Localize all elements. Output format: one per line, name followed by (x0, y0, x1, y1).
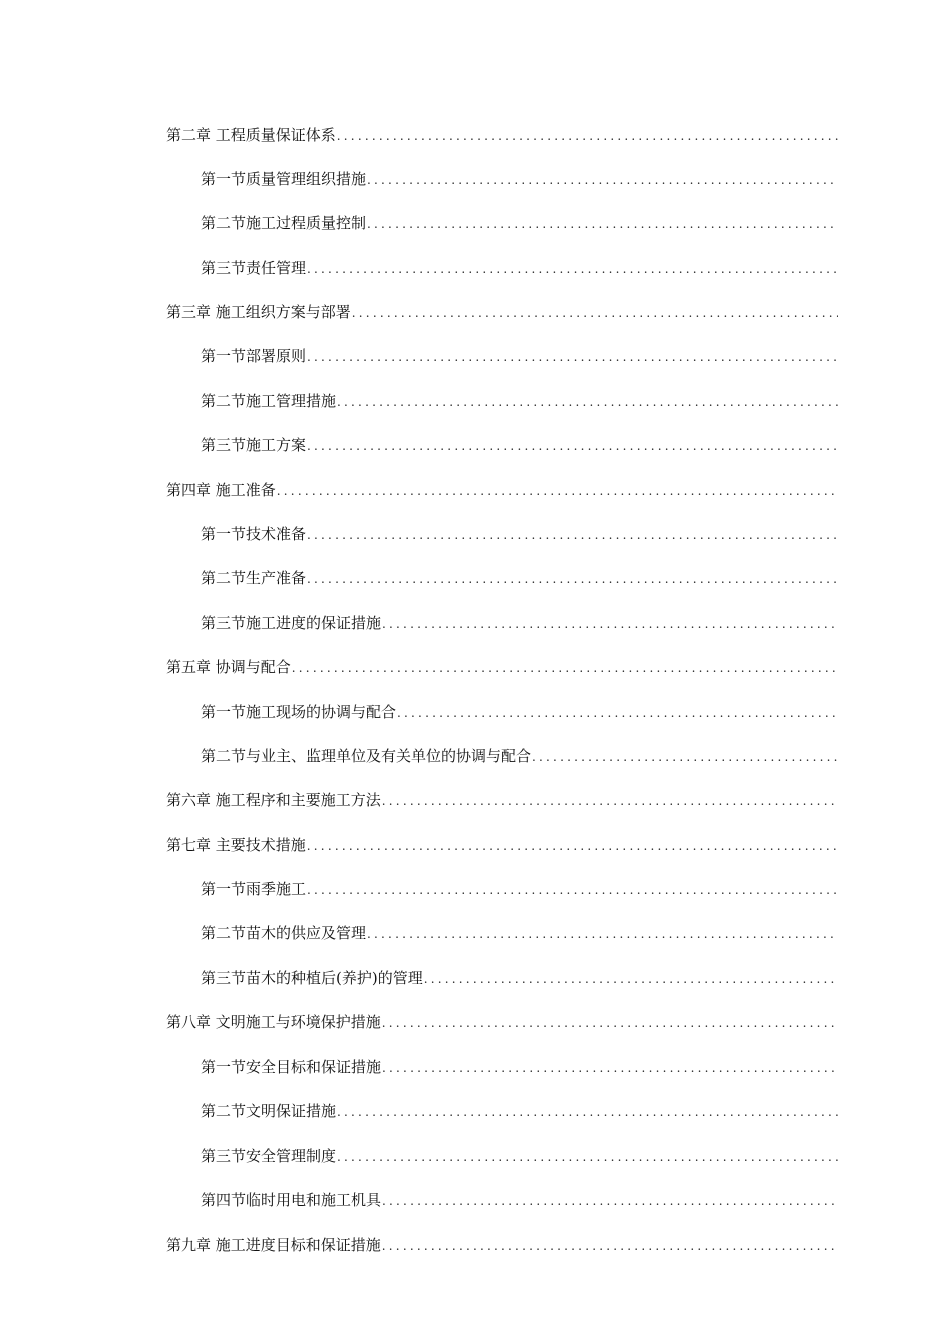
dot-leader (382, 1012, 838, 1033)
toc-section-7-1 (201, 878, 838, 900)
toc-section-4-3 (201, 612, 838, 634)
toc-chapter-5 (166, 656, 838, 678)
dot-leader (337, 125, 838, 146)
toc-entry-text: 第四章 施工准备 (166, 481, 276, 499)
toc-section-7-2 (201, 922, 838, 944)
toc-section-4-1 (201, 523, 838, 545)
toc-chapter-6 (166, 789, 838, 811)
toc-section-5-1 (201, 701, 838, 723)
toc-entry-text: 第四节临时用电和施工机具 (201, 1191, 382, 1209)
toc-chapter-8 (166, 1011, 838, 1033)
dot-leader (337, 391, 838, 412)
dot-leader (397, 702, 838, 723)
toc-section-8-4 (201, 1189, 838, 1211)
toc-entry-text: 第二节文明保证措施 (201, 1102, 337, 1120)
toc-section-8-1 (201, 1056, 838, 1078)
toc-section-3-1 (201, 345, 838, 367)
toc-chapter-9 (166, 1234, 838, 1256)
dot-leader (307, 258, 838, 279)
dot-leader (307, 435, 838, 456)
toc-section-7-3 (201, 967, 838, 989)
dot-leader (382, 1057, 838, 1078)
toc-entry-text: 第三节苗木的种植后(养护)的管理 (201, 969, 423, 987)
toc-section-2-2 (201, 212, 838, 234)
toc-entry-text: 第二节生产准备 (201, 569, 307, 587)
dot-leader (352, 302, 838, 323)
toc-entry-text: 第三节责任管理 (201, 259, 307, 277)
dot-leader (292, 657, 838, 678)
toc-entry-text: 第二节与业主、监理单位及有关单位的协调与配合 (201, 747, 532, 765)
toc-entry-text: 第八章 文明施工与环境保护措施 (166, 1013, 381, 1031)
toc-chapter-2 (166, 124, 838, 146)
dot-leader (382, 1190, 838, 1211)
toc-chapter-7 (166, 834, 838, 856)
dot-leader (382, 613, 838, 634)
toc-entry-text: 第七章 主要技术措施 (166, 836, 306, 854)
toc-section-8-2 (201, 1100, 838, 1122)
toc-entry-text: 第二节苗木的供应及管理 (201, 924, 367, 942)
toc-entry-text: 第六章 施工程序和主要施工方法 (166, 791, 381, 809)
toc-entry-text: 第一节安全目标和保证措施 (201, 1058, 382, 1076)
toc-section-2-3 (201, 257, 838, 279)
dot-leader (424, 968, 838, 989)
toc-entry-text: 第一节施工现场的协调与配合 (201, 703, 397, 721)
toc-entry-text: 第三节安全管理制度 (201, 1147, 337, 1165)
dot-leader (337, 1101, 838, 1122)
toc-entry-text: 第一节部署原则 (201, 347, 307, 365)
toc-chapter-4 (166, 479, 838, 501)
toc-chapter-3 (166, 301, 838, 323)
dot-leader (382, 790, 838, 811)
dot-leader (307, 879, 838, 900)
dot-leader (367, 169, 838, 190)
toc-section-2-1 (201, 168, 838, 190)
toc-entry-text: 第五章 协调与配合 (166, 658, 291, 676)
dot-leader (277, 480, 838, 501)
toc-entry-text: 第一节质量管理组织措施 (201, 170, 367, 188)
toc-entry-text: 第三章 施工组织方案与部署 (166, 303, 351, 321)
dot-leader (382, 1235, 838, 1256)
dot-leader (307, 835, 838, 856)
toc-section-5-2 (201, 745, 838, 767)
toc-section-3-2 (201, 390, 838, 412)
dot-leader (532, 746, 838, 767)
dot-leader (337, 1146, 838, 1167)
toc-entry-text: 第二节施工过程质量控制 (201, 214, 367, 232)
dot-leader (307, 524, 838, 545)
toc-entry-text: 第二章 工程质量保证体系 (166, 126, 336, 144)
dot-leader (367, 213, 838, 234)
toc-section-8-3 (201, 1145, 838, 1167)
dot-leader (307, 568, 838, 589)
dot-leader (307, 346, 838, 367)
toc-entry-text: 第一节技术准备 (201, 525, 307, 543)
toc-entry-text: 第九章 施工进度目标和保证措施 (166, 1236, 381, 1254)
toc-entry-text: 第二节施工管理措施 (201, 392, 337, 410)
toc-entry-text: 第一节雨季施工 (201, 880, 307, 898)
toc-entry-text: 第三节施工方案 (201, 436, 307, 454)
toc-entry-text: 第三节施工进度的保证措施 (201, 614, 382, 632)
dot-leader (367, 923, 838, 944)
toc-section-4-2 (201, 567, 838, 589)
toc-section-3-3 (201, 434, 838, 456)
